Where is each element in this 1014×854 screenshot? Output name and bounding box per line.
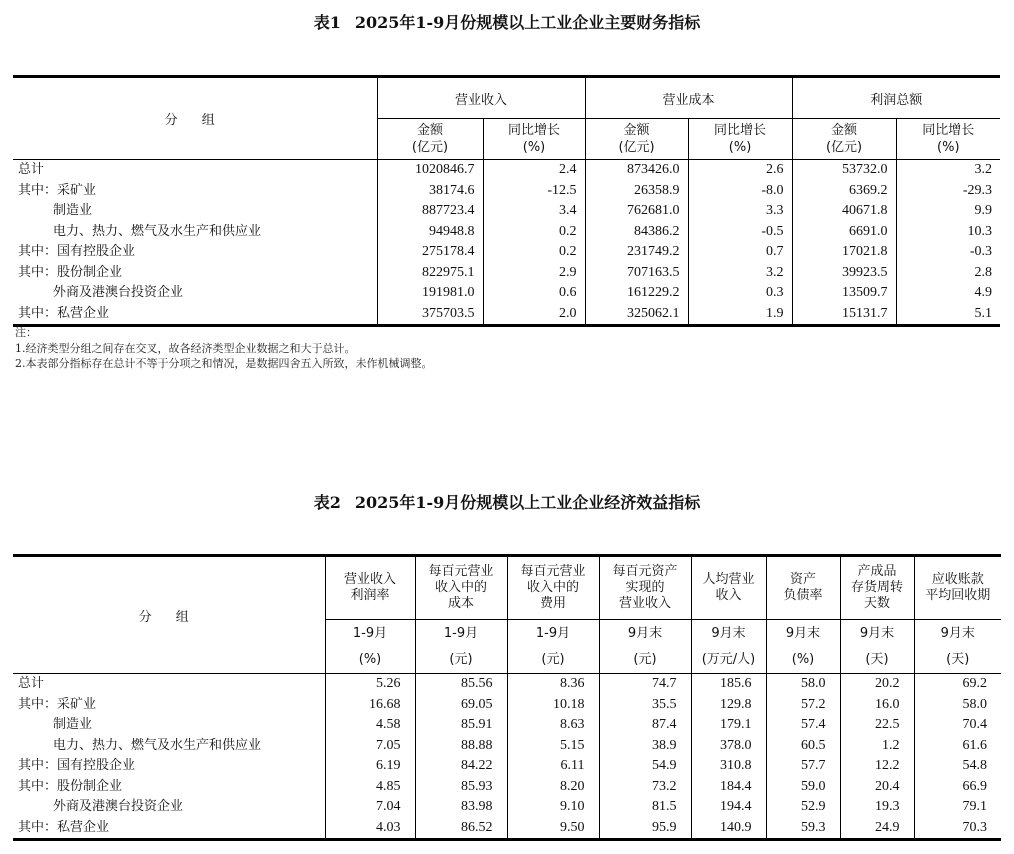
row-label — [13, 304, 377, 326]
cell-value: 85.91 — [415, 715, 507, 736]
cell-value: -0.5 — [688, 222, 792, 243]
cell-value: 707163.5 — [585, 263, 688, 284]
subheader-yoy-growth: 同比增长 (%) — [896, 119, 1000, 160]
row-name: 国有控股企业 — [57, 244, 136, 260]
row-name: 国有控股企业 — [57, 758, 136, 774]
cell-value: 52.9 — [766, 797, 840, 818]
cell-value: 4.03 — [325, 818, 415, 840]
cell-value: 887723.4 — [377, 201, 483, 222]
subheader-amount: 金额 (亿元) — [585, 119, 688, 160]
cell-value: 12.2 — [840, 756, 914, 777]
table2-number: 表2 — [313, 493, 341, 512]
cell-value: 10.3 — [896, 222, 1000, 243]
cell-value: 8.20 — [507, 777, 599, 798]
row-label — [13, 263, 377, 284]
cell-value: 1020846.7 — [377, 160, 483, 181]
cell-value: 22.5 — [840, 715, 914, 736]
cell-value: 4.9 — [896, 283, 1000, 304]
row-name: 股份制企业 — [57, 264, 123, 280]
cell-value: 185.6 — [691, 674, 766, 695]
table1-title — [0, 10, 1014, 33]
cell-value: 10.18 — [507, 695, 599, 716]
cell-value: 0.2 — [483, 242, 585, 263]
table-row — [13, 674, 1001, 695]
row-prefix: 总计 — [18, 676, 45, 692]
cell-value: 2.4 — [483, 160, 585, 181]
row-name: 电力、热力、燃气及水生产和供应业 — [53, 737, 262, 753]
cell-value: 81.5 — [599, 797, 691, 818]
cell-value: 35.5 — [599, 695, 691, 716]
cell-value: 310.8 — [691, 756, 766, 777]
cell-value: 54.9 — [599, 756, 691, 777]
table2-title — [0, 490, 1014, 513]
cell-value: 58.0 — [914, 695, 1001, 716]
row-name: 制造业 — [53, 203, 93, 219]
cell-value: 9.10 — [507, 797, 599, 818]
cell-value: 3.4 — [483, 201, 585, 222]
row-name: 制造业 — [53, 717, 93, 733]
row-prefix: 其中： — [18, 244, 58, 260]
row-prefix: 其中： — [18, 305, 58, 321]
cell-value: 6.11 — [507, 756, 599, 777]
cell-value: 20.4 — [840, 777, 914, 798]
column-period-unit: 1-9月 (%) — [325, 620, 415, 674]
cell-value: 39923.5 — [792, 263, 896, 284]
cell-value: -8.0 — [688, 181, 792, 202]
cell-value: 83.98 — [415, 797, 507, 818]
cell-value: 84386.2 — [585, 222, 688, 243]
cell-value: 7.04 — [325, 797, 415, 818]
table-row — [13, 242, 1000, 263]
cell-value: 7.05 — [325, 736, 415, 757]
column-header: 资产 负债率 — [766, 556, 840, 620]
cell-value: 58.0 — [766, 674, 840, 695]
note-2: 2.本表部分指标存在总计不等于分项之和情况，是数据四舍五入所致，未作机械调整。 — [15, 357, 433, 370]
cell-value: 70.3 — [914, 818, 1001, 840]
column-period-unit: 9月末 (%) — [766, 620, 840, 674]
cell-value: 88.88 — [415, 736, 507, 757]
table1-notes — [15, 325, 433, 372]
cell-value: 85.56 — [415, 674, 507, 695]
cell-value: 8.63 — [507, 715, 599, 736]
table-row — [13, 222, 1000, 243]
row-name: 股份制企业 — [57, 778, 123, 794]
cell-value: 59.0 — [766, 777, 840, 798]
cell-value: 3.2 — [688, 263, 792, 284]
cell-value: 2.0 — [483, 304, 585, 326]
cell-value: 53732.0 — [792, 160, 896, 181]
row-name: 外商及港澳台投资企业 — [53, 799, 184, 815]
cell-value: -29.3 — [896, 181, 1000, 202]
header-total-profit: 利润总额 — [792, 77, 1000, 119]
cell-value: 26358.9 — [585, 181, 688, 202]
cell-value: 66.9 — [914, 777, 1001, 798]
cell-value: 20.2 — [840, 674, 914, 695]
column-period-unit: 1-9月 (元) — [415, 620, 507, 674]
cell-value: 873426.0 — [585, 160, 688, 181]
row-label — [13, 818, 325, 840]
cell-value: 2.8 — [896, 263, 1000, 284]
row-prefix: 其中： — [18, 778, 58, 794]
row-name: 采矿业 — [57, 696, 97, 712]
cell-value: 4.58 — [325, 715, 415, 736]
cell-value: 73.2 — [599, 777, 691, 798]
row-name: 私营企业 — [57, 819, 110, 835]
subheader-yoy-growth: 同比增长 (%) — [688, 119, 792, 160]
row-prefix: 其中： — [18, 182, 58, 198]
column-header: 每百元营业 收入中的 成本 — [415, 556, 507, 620]
notes-heading: 注： — [15, 326, 37, 339]
row-label — [13, 777, 325, 798]
cell-value: 24.9 — [840, 818, 914, 840]
cell-value: 0.2 — [483, 222, 585, 243]
row-label — [13, 242, 377, 263]
cell-value: 57.7 — [766, 756, 840, 777]
row-label — [13, 674, 325, 695]
cell-value: 95.9 — [599, 818, 691, 840]
row-prefix: 其中： — [18, 264, 58, 280]
economic-efficiency-table — [13, 554, 1001, 841]
cell-value: 4.85 — [325, 777, 415, 798]
cell-value: 0.6 — [483, 283, 585, 304]
cell-value: 9.9 — [896, 201, 1000, 222]
cell-value: 61.6 — [914, 736, 1001, 757]
cell-value: 1.9 — [688, 304, 792, 326]
column-period-unit: 9月末 (元) — [599, 620, 691, 674]
table-row — [13, 777, 1001, 798]
table-row — [13, 756, 1001, 777]
row-label — [13, 715, 325, 736]
cell-value: 38.9 — [599, 736, 691, 757]
cell-value: 57.4 — [766, 715, 840, 736]
cell-value: 161229.2 — [585, 283, 688, 304]
column-period-unit: 9月末 (天) — [914, 620, 1001, 674]
financial-indicators-table — [13, 75, 1000, 327]
column-period-unit: 1-9月 (元) — [507, 620, 599, 674]
cell-value: 375703.5 — [377, 304, 483, 326]
cell-value: 69.2 — [914, 674, 1001, 695]
table2-title-text: 2025年1-9月份规模以上工业企业经济效益指标 — [354, 493, 701, 512]
cell-value: 15131.7 — [792, 304, 896, 326]
row-name: 采矿业 — [57, 182, 97, 198]
row-prefix: 其中： — [18, 819, 58, 835]
column-header: 产成品 存货周转 天数 — [840, 556, 914, 620]
cell-value: 275178.4 — [377, 242, 483, 263]
cell-value: 822975.1 — [377, 263, 483, 284]
cell-value: 9.50 — [507, 818, 599, 840]
table-row — [13, 736, 1001, 757]
cell-value: -0.3 — [896, 242, 1000, 263]
cell-value: 16.68 — [325, 695, 415, 716]
row-prefix: 总计 — [18, 162, 45, 178]
cell-value: 86.52 — [415, 818, 507, 840]
note-1: 1.经济类型分组之间存在交叉，故各经济类型企业数据之和大于总计。 — [15, 341, 356, 355]
column-header: 人均营业 收入 — [691, 556, 766, 620]
cell-value: 5.1 — [896, 304, 1000, 326]
cell-value: 5.15 — [507, 736, 599, 757]
row-label — [13, 695, 325, 716]
row-label — [13, 222, 377, 243]
cell-value: 19.3 — [840, 797, 914, 818]
row-label — [13, 756, 325, 777]
cell-value: 3.3 — [688, 201, 792, 222]
cell-value: 38174.6 — [377, 181, 483, 202]
cell-value: 40671.8 — [792, 201, 896, 222]
cell-value: 6691.0 — [792, 222, 896, 243]
cell-value: 140.9 — [691, 818, 766, 840]
table-row — [13, 283, 1000, 304]
row-label — [13, 181, 377, 202]
header-operating-cost: 营业成本 — [585, 77, 792, 119]
cell-value: 94948.8 — [377, 222, 483, 243]
table-row — [13, 304, 1000, 326]
cell-value: 378.0 — [691, 736, 766, 757]
cell-value: 194.4 — [691, 797, 766, 818]
table-row — [13, 263, 1000, 284]
cell-value: 74.7 — [599, 674, 691, 695]
group-column-header: 分 组 — [13, 556, 325, 674]
subheader-amount: 金额 (亿元) — [792, 119, 896, 160]
cell-value: 179.1 — [691, 715, 766, 736]
cell-value: 6369.2 — [792, 181, 896, 202]
cell-value: 184.4 — [691, 777, 766, 798]
table-row — [13, 160, 1000, 181]
cell-value: 57.2 — [766, 695, 840, 716]
cell-value: 59.3 — [766, 818, 840, 840]
table-row — [13, 797, 1001, 818]
row-name: 私营企业 — [57, 305, 110, 321]
cell-value: 6.19 — [325, 756, 415, 777]
cell-value: 87.4 — [599, 715, 691, 736]
table-row — [13, 181, 1000, 202]
column-period-unit: 9月末 (万元/人) — [691, 620, 766, 674]
cell-value: 85.93 — [415, 777, 507, 798]
cell-value: 762681.0 — [585, 201, 688, 222]
column-period-unit: 9月末 (天) — [840, 620, 914, 674]
group-column-header: 分 组 — [13, 77, 377, 160]
header-operating-revenue: 营业收入 — [377, 77, 585, 119]
cell-value: 191981.0 — [377, 283, 483, 304]
column-header: 应收账款 平均回收期 — [914, 556, 1001, 620]
table-row — [13, 715, 1001, 736]
row-label — [13, 201, 377, 222]
subheader-yoy-growth: 同比增长 (%) — [483, 119, 585, 160]
cell-value: 2.9 — [483, 263, 585, 284]
table1-title-text: 2025年1-9月份规模以上工业企业主要财务指标 — [354, 13, 701, 32]
column-header: 每百元营业 收入中的 费用 — [507, 556, 599, 620]
cell-value: 60.5 — [766, 736, 840, 757]
cell-value: 17021.8 — [792, 242, 896, 263]
cell-value: 5.26 — [325, 674, 415, 695]
table1-number: 表1 — [313, 13, 341, 32]
table-row — [13, 695, 1001, 716]
cell-value: 70.4 — [914, 715, 1001, 736]
cell-value: -12.5 — [483, 181, 585, 202]
cell-value: 54.8 — [914, 756, 1001, 777]
cell-value: 79.1 — [914, 797, 1001, 818]
cell-value: 3.2 — [896, 160, 1000, 181]
cell-value: 0.3 — [688, 283, 792, 304]
row-name: 外商及港澳台投资企业 — [53, 285, 184, 301]
row-name: 电力、热力、燃气及水生产和供应业 — [53, 223, 262, 239]
row-prefix: 其中： — [18, 696, 58, 712]
cell-value: 8.36 — [507, 674, 599, 695]
row-label — [13, 283, 377, 304]
cell-value: 2.6 — [688, 160, 792, 181]
cell-value: 69.05 — [415, 695, 507, 716]
row-label — [13, 736, 325, 757]
table-row — [13, 201, 1000, 222]
row-label — [13, 797, 325, 818]
cell-value: 231749.2 — [585, 242, 688, 263]
row-prefix: 其中： — [18, 758, 58, 774]
cell-value: 1.2 — [840, 736, 914, 757]
cell-value: 129.8 — [691, 695, 766, 716]
cell-value: 325062.1 — [585, 304, 688, 326]
subheader-amount: 金额 (亿元) — [377, 119, 483, 160]
cell-value: 0.7 — [688, 242, 792, 263]
cell-value: 16.0 — [840, 695, 914, 716]
column-header: 每百元资产 实现的 营业收入 — [599, 556, 691, 620]
column-header: 营业收入 利润率 — [325, 556, 415, 620]
cell-value: 84.22 — [415, 756, 507, 777]
table-row — [13, 818, 1001, 840]
cell-value: 13509.7 — [792, 283, 896, 304]
row-label — [13, 160, 377, 181]
